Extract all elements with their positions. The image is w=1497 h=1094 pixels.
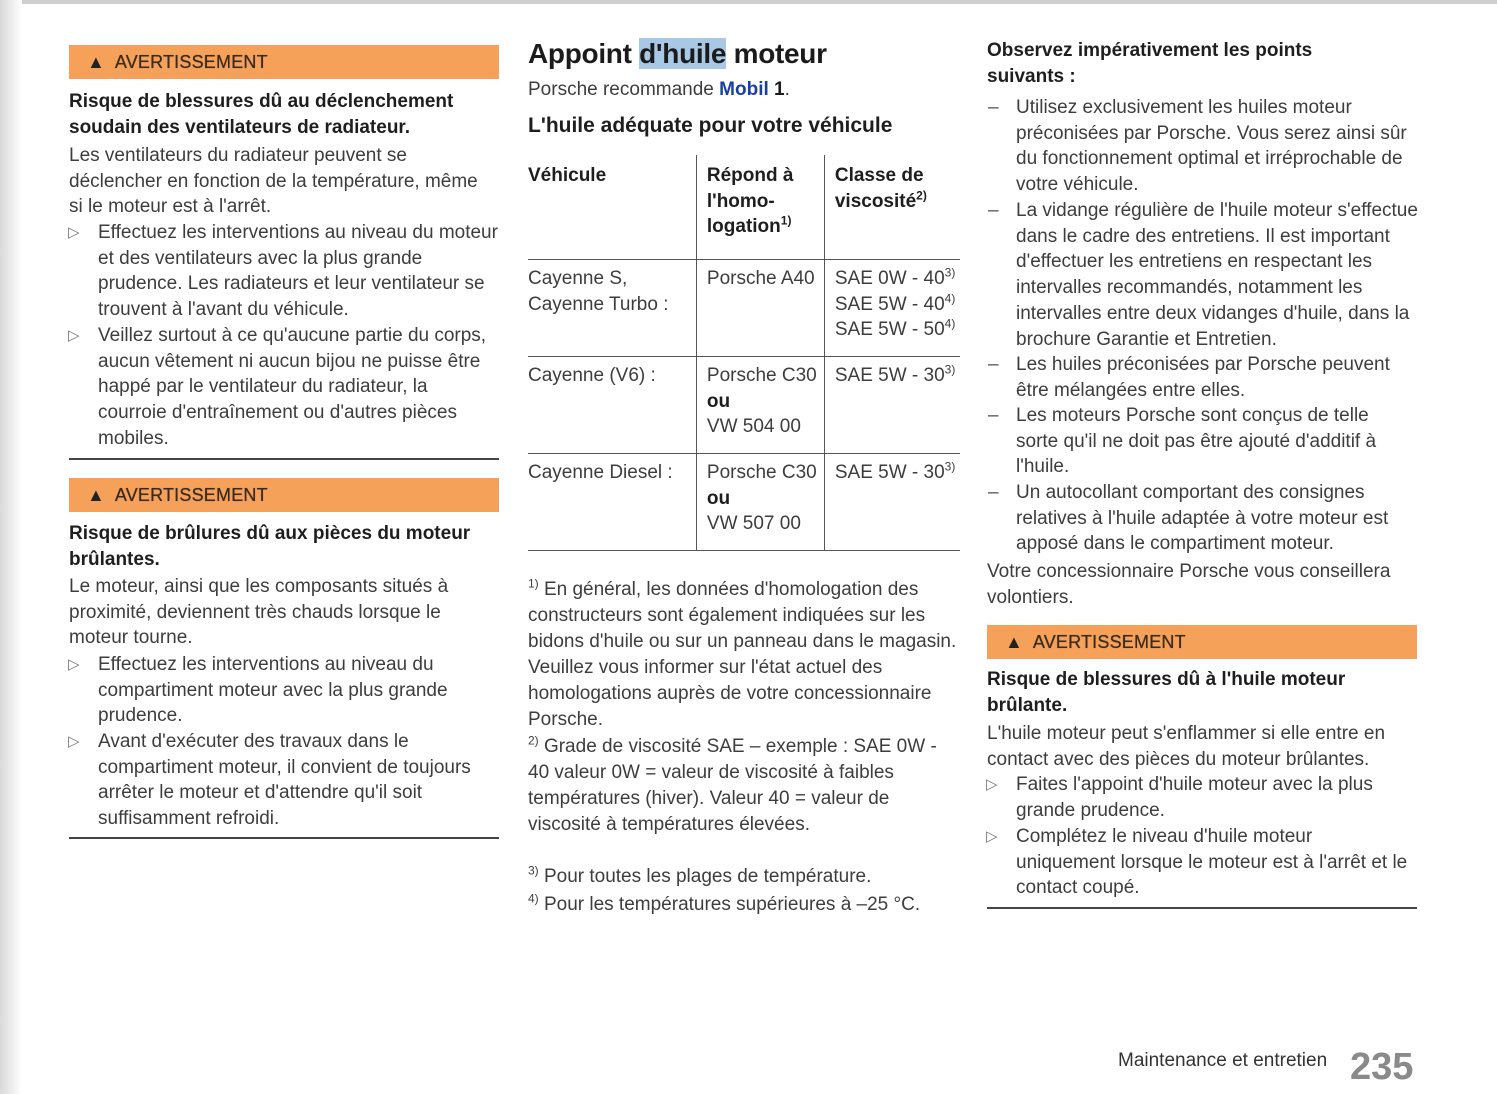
footnote-2: $^{2)}$ Grade de viscosité SAE – exemple : SAE 0W - 40 valeur 0W = valeur de viscosité à faibles températures (hiver). Valeur 40 = valeur de viscosité à températures élevées. [528, 733, 937, 835]
bullet-item: ▷ Avant d'exécuter des travaux dans le compartiment moteur, il convient de toujours arrêter le moteur et d'attendre qu'il soit suffisamment refroidi. [68, 731, 471, 830]
divider [69, 458, 499, 460]
list-item: – La vidange régulière de l'huile moteur s'effectue dans le cadre des entretiens. Il est important d'effectuer les entretiens en respectant les intervalles recommandés, notamment les intervalles entre deux vidanges d'huile, dans la brochure Garantie et Entretien. [988, 200, 1418, 350]
list-item: – Un autocollant comportant des consignes relatives à l'huile adaptée à votre moteur est apposé dans le compartiment moteur. [988, 482, 1389, 555]
arrow-bullet-icon: ▷ [68, 224, 80, 241]
dealer-note: Votre concessionnaire Porsche vous conseillera volontiers. [987, 561, 1391, 608]
header-viscosity: Classe de viscosité$^{2)}$ [824, 155, 960, 260]
table-header-row [528, 155, 960, 260]
footnote-1: $^{1)}$ En général, les données d'homologation des constructeurs sont également indiquées sur les bidons d'huile ou sur un panneau dans le magasin. Veuillez vous informer sur l'état actuel des homologations auprès de votre concessionnaire Porsche. [528, 576, 957, 730]
warning-body-burns: Le moteur, ainsi que les composants situés à proximité, deviennent très chauds lorsque le moteur tourne. [69, 576, 449, 649]
divider [69, 837, 499, 839]
warning-title-hot-oil: Risque de blessures dû à l'huile moteur brûlante. [987, 669, 1346, 716]
warning-triangle-icon: ▲ [1005, 631, 1023, 652]
warning-body-fans: Les ventilateurs du radiateur peuvent se déclencher en fonction de la température, même si le moteur est à l'arrêt. [69, 145, 478, 218]
oil-table [528, 155, 960, 551]
arrow-bullet-icon: ▷ [68, 733, 80, 750]
page-title: Appoint d'huile moteur [528, 38, 827, 69]
arrow-bullet-icon: ▷ [986, 828, 998, 845]
warning-label: AVERTISSEMENT [114, 484, 268, 505]
arrow-bullet-icon: ▷ [68, 656, 80, 673]
arrow-bullet-icon: ▷ [68, 327, 80, 344]
table-row: Cayenne Diesel : Porsche C30 ou VW 507 00 SAE 5W - 30$^{3)}$ [528, 454, 960, 551]
points-heading: Observez impérativement les points suivants : [987, 40, 1313, 87]
warning-triangle-icon: ▲ [87, 51, 105, 72]
table-row: Cayenne (V6) : Porsche C30 ou VW 504 00 SAE 5W - 30$^{3)}$ [528, 357, 960, 454]
page-gutter-shadow [0, 0, 22, 1094]
table-row: Cayenne S, Cayenne Turbo : Porsche A40 SAE 0W - 40$^{3)}$ SAE 5W - 40$^{4)}$ SAE 5W - 50$^{4)}$ [528, 260, 960, 357]
bullet-item: ▷ Complétez le niveau d'huile moteur uniquement lorsque le moteur est à l'arrêt et le contact coupé. [986, 826, 1408, 899]
list-item: – Les huiles préconisées par Porsche peuvent être mélangées entre elles. [988, 354, 1390, 401]
warning-label: AVERTISSEMENT [114, 51, 268, 72]
table-subtitle: L'huile adéquate pour votre véhicule [528, 114, 893, 137]
footer-section: Maintenance et entretien [1118, 1050, 1328, 1071]
list-item: – Les moteurs Porsche sont conçus de telle sorte qu'il ne doit pas être ajouté d'additif à l'huile. [988, 405, 1377, 478]
mobil1-logo: Mobil 1 [719, 79, 785, 100]
warning-body-hot-oil: L'huile moteur peut s'enflammer si elle entre en contact avec des pièces du moteur brûlantes. [987, 723, 1386, 770]
warning-banner-burns [69, 478, 499, 512]
arrow-bullet-icon: ▷ [986, 776, 998, 793]
warning-triangle-icon: ▲ [87, 484, 105, 505]
search-highlight: d'huile [639, 38, 727, 69]
list-item: – Utilisez exclusivement les huiles moteur préconisées par Porsche. Vous serez ainsi sûr du fonctionnement optimal et irréprochable de votre véhicule. [988, 97, 1407, 196]
bullet-item: ▷ Veillez surtout à ce qu'aucune partie du corps, aucun vêtement ni aucun bijou ne puisse être happé par le ventilateur du radiateur, la courroie d'entraînement ou d'autres pièces mobiles. [68, 325, 487, 449]
warning-label: AVERTISSEMENT [1032, 631, 1186, 652]
bullet-item: ▷ Effectuez les interventions au niveau du moteur et des ventilateurs avec la plus grande prudence. Les radiateurs et leur ventilateur se trouvent à l'avant du véhicule. [68, 222, 498, 321]
top-edge [0, 0, 1497, 4]
recommendation-line: Porsche recommande Mobil 1. [528, 79, 790, 100]
footnote-3: $^{3)}$ Pour toutes les plages de température. [528, 863, 872, 887]
header-vehicle: Véhicule [528, 165, 607, 186]
divider [987, 907, 1417, 909]
warning-title-fans: Risque de blessures dû au déclenchement soudain des ventilateurs de radiateur. [69, 91, 454, 138]
warning-banner-hot-oil [987, 625, 1417, 659]
bullet-item: ▷ Effectuez les interventions au niveau du compartiment moteur avec la plus grande prudence. [68, 654, 448, 727]
bullet-item: ▷ Faites l'appoint d'huile moteur avec la plus grande prudence. [986, 774, 1373, 821]
footnote-4: $^{4)}$ Pour les températures supérieures à –25 °C. [528, 891, 921, 915]
warning-banner-fans [69, 45, 499, 79]
page-number: 235 [1350, 1046, 1414, 1088]
warning-title-burns: Risque de brûlures dû aux pièces du moteur brûlantes. [69, 523, 471, 570]
header-homologation: Répond à l'homo-logation$^{1)}$ [696, 155, 824, 260]
